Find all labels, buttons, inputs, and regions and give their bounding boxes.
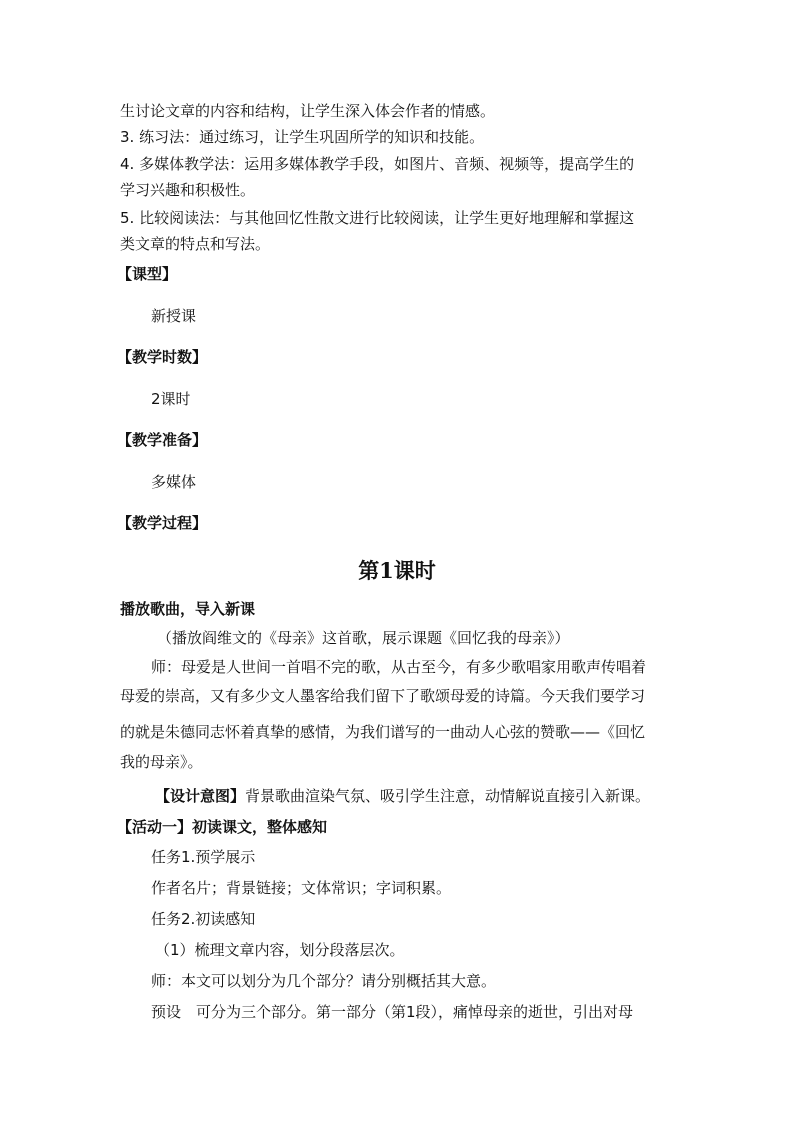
intro-note: （播放阎维文的《母亲》这首歌，展示课题《回忆我的母亲》） [157, 629, 570, 647]
teacher-paragraph-line-4: 我的母亲》。 [120, 753, 203, 771]
lesson-title: 第1课时 [358, 558, 436, 583]
intro-heading: 播放歌曲，导入新课 [120, 600, 256, 618]
preset-answer: 预设 可分为三个部分。第一部分（第1段），痛悼母亲的逝世，引出对母 [151, 1003, 634, 1021]
course-type-value: 新授课 [151, 307, 197, 325]
teaching-process-heading: 【教学过程】 [117, 514, 208, 532]
design-intent-text: 背景歌曲渲染气氛、吸引学生注意，动情解说直接引入新课。 [245, 787, 651, 805]
design-intent-line [155, 784, 650, 808]
methods-line-2: 3. 练习法：通过练习，让学生巩固所学的知识和技能。 [120, 128, 485, 146]
task-one-title: 任务1.预学展示 [151, 848, 256, 866]
task-two-title: 任务2.初读感知 [151, 910, 256, 928]
teaching-hours-heading: 【教学时数】 [117, 348, 208, 366]
methods-line-5: 5. 比较阅读法：与其他回忆性散文进行比较阅读，让学生更好地理解和掌握这 [120, 209, 635, 227]
methods-line-6: 类文章的特点和写法。 [120, 235, 271, 253]
teaching-hours-value: 2课时 [151, 390, 191, 408]
methods-line-3: 4. 多媒体教学法：运用多媒体教学手段，如图片、音频、视频等，提高学生的 [120, 155, 635, 173]
task-two-step-1: （1）梳理文章内容，划分段落层次。 [155, 941, 405, 959]
teacher-paragraph-line-2: 母爱的崇高，又有多少文人墨客给我们留下了歌颂母爱的诗篇。今天我们要学习 [120, 687, 646, 705]
task-one-detail: 作者名片；背景链接；文体常识；字词积累。 [151, 879, 452, 897]
teacher-paragraph-line-1: 师：母爱是人世间一首唱不完的歌，从古至今，有多少歌唱家用歌声传唱着 [151, 658, 647, 676]
teacher-paragraph-line-3: 的就是朱德同志怀着真挚的感情，为我们谱写的一曲动人心弦的赞歌——《回忆 [120, 723, 646, 741]
methods-line-1: 生讨论文章的内容和结构，让学生深入体会作者的情感。 [120, 102, 496, 120]
teacher-question: 师：本文可以划分为几个部分？请分别概括其大意。 [151, 972, 497, 990]
teaching-prep-heading: 【教学准备】 [117, 431, 208, 449]
activity-one-heading: 【活动一】初读课文，整体感知 [117, 818, 328, 836]
course-type-heading: 【课型】 [117, 265, 178, 283]
teaching-prep-value: 多媒体 [151, 473, 197, 491]
design-intent-tag: 【设计意图】 [155, 787, 246, 805]
methods-line-4: 学习兴趣和积极性。 [120, 181, 256, 199]
